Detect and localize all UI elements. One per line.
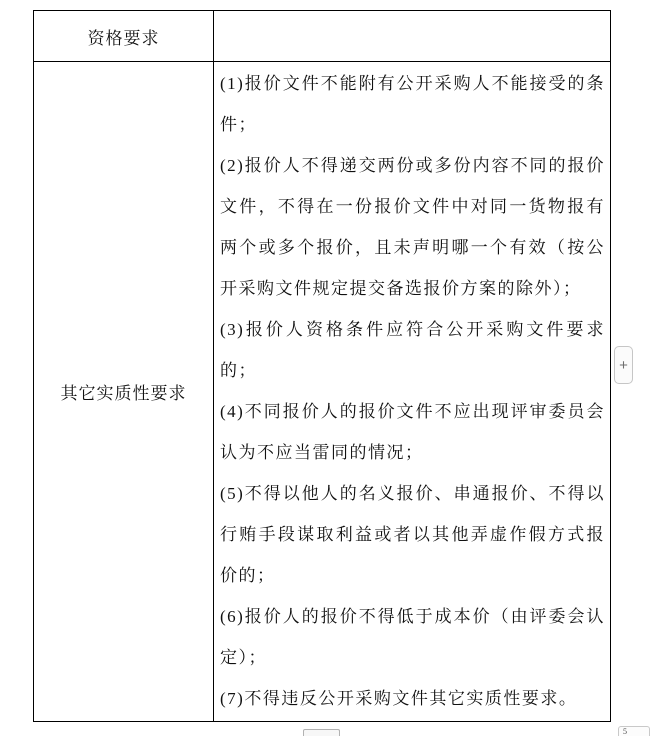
requirement-item-6: (6)报价人的报价不得低于成本价（由评委会认定）； — [220, 607, 605, 667]
plus-button[interactable]: + — [614, 346, 633, 384]
other-substantive-requirements-label-cell — [34, 62, 214, 721]
bottom-toolbar-button-partial[interactable] — [303, 729, 340, 736]
requirement-item-7: (7)不得违反公开采购文件其它实质性要求。 — [220, 689, 578, 708]
requirement-item-3: (3)报价人资格条件应符合公开采购文件要求的； — [220, 320, 605, 380]
bottom-right-widget-icon: 5 — [623, 727, 627, 736]
requirements-table — [33, 10, 611, 722]
requirement-item-4: (4)不同报价人的报价文件不应出现评审委员会认为不应当雷同的情况； — [220, 402, 605, 462]
qualification-requirements-value-cell — [214, 11, 610, 62]
qualification-requirements-label: 资格要求 — [87, 28, 160, 48]
other-substantive-requirements-label: 其它实质性要求 — [60, 384, 187, 403]
bottom-right-widget-partial[interactable] — [618, 726, 650, 736]
requirement-item-2: (2)报价人不得递交两份或多份内容不同的报价文件，不得在一份报价文件中对同一货物报有两个或多个报价，且未声明哪一个有效（按公开采购文件规定提交备选报价方案的除外）； — [220, 156, 605, 298]
other-substantive-requirements-content-cell — [214, 62, 610, 721]
requirement-item-1: (1)报价文件不能附有公开采购人不能接受的条件； — [220, 74, 605, 134]
requirement-item-5: (5)不得以他人的名义报价、串通报价、不得以行贿手段谋取利益或者以其他弄虚作假方式报价的； — [220, 484, 605, 585]
qualification-requirements-label-cell — [34, 11, 214, 62]
